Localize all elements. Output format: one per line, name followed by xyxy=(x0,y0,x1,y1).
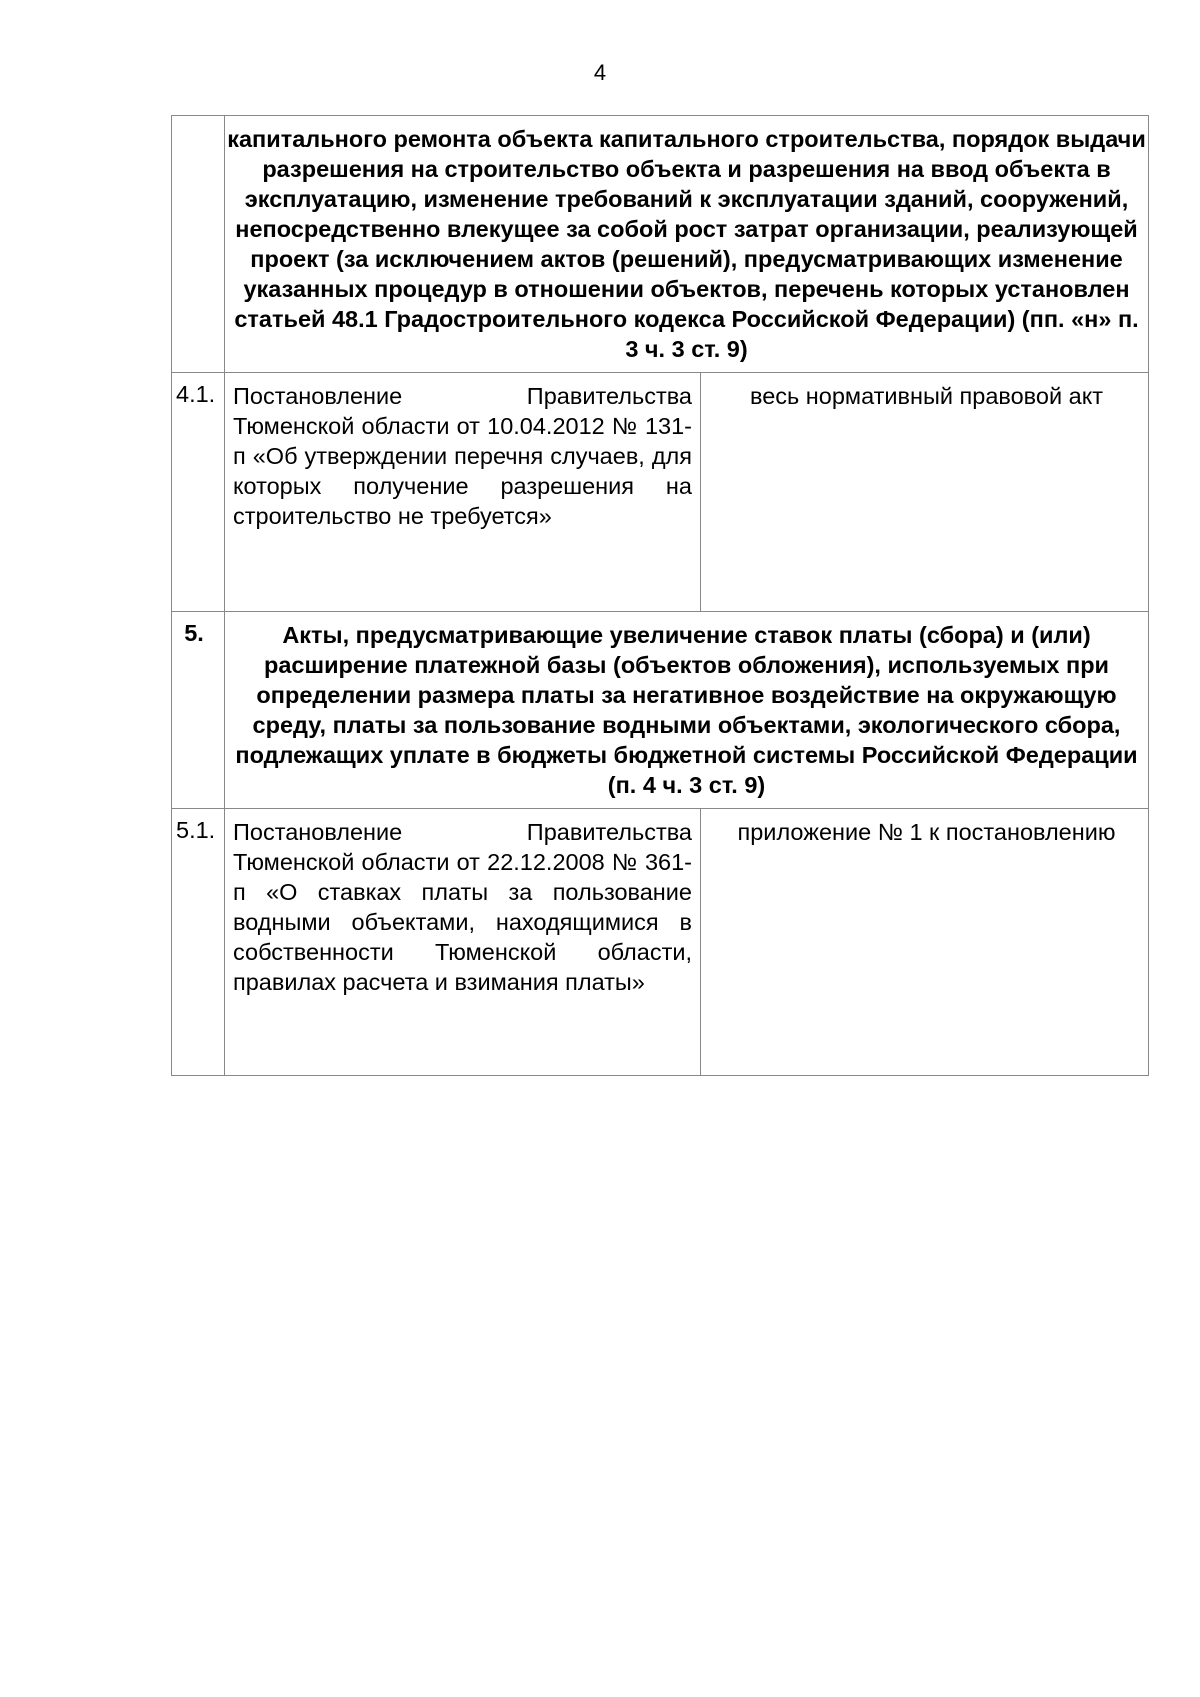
section-row xyxy=(172,612,1149,809)
section-number: 5. xyxy=(172,612,225,809)
section-heading: Акты, предусматривающие увеличение ставок платы (сбора) и (или) расширение платежной базы (объектов обложения), используемых при определении размера платы за негативное воздействие на окружающую среду, платы за пользование водными объектами, экологического сбора, подлежащих уплате в бюджеты бюджетной системы Российской Федерации (п. 4 ч. 3 ст. 9) xyxy=(225,612,1149,809)
acts-table xyxy=(171,115,1149,1076)
section-heading: капитального ремонта объекта капитального строительства, порядок выдачи разрешения на строительство объекта и разрешения на ввод объекта в эксплуатацию, изменение требований к эксплуатации зданий, сооружений, непосредственно влекущее за собой рост затрат организации, реализующей проект (за исключением актов (решений), предусматривающих изменение указанных процедур в отношении объектов, перечень которых установлен статьей 48.1 Градостроительного кодекса Российской Федерации) (пп. «н» п. 3 ч. 3 ст. 9) xyxy=(225,116,1149,373)
act-title: Постановление Правительства Тюменской области от 10.04.2012 № 131-п «Об утверждении перечня случаев, для которых получение разрешения на строительство не требуется» xyxy=(225,373,701,612)
page-number: 4 xyxy=(593,60,607,85)
act-scope: приложение № 1 к постановлению xyxy=(701,809,1149,1076)
table-row xyxy=(172,809,1149,1076)
table-row xyxy=(172,373,1149,612)
act-scope: весь нормативный правовой акт xyxy=(701,373,1149,612)
item-number: 4.1. xyxy=(172,373,225,612)
item-number: 5.1. xyxy=(172,809,225,1076)
act-title: Постановление Правительства Тюменской области от 22.12.2008 № 361-п «О ставках платы за пользование водными объектами, находящимися в собственности Тюменской области, правилах расчета и взимания платы» xyxy=(225,809,701,1076)
section-row xyxy=(172,116,1149,373)
section-number xyxy=(172,116,225,373)
